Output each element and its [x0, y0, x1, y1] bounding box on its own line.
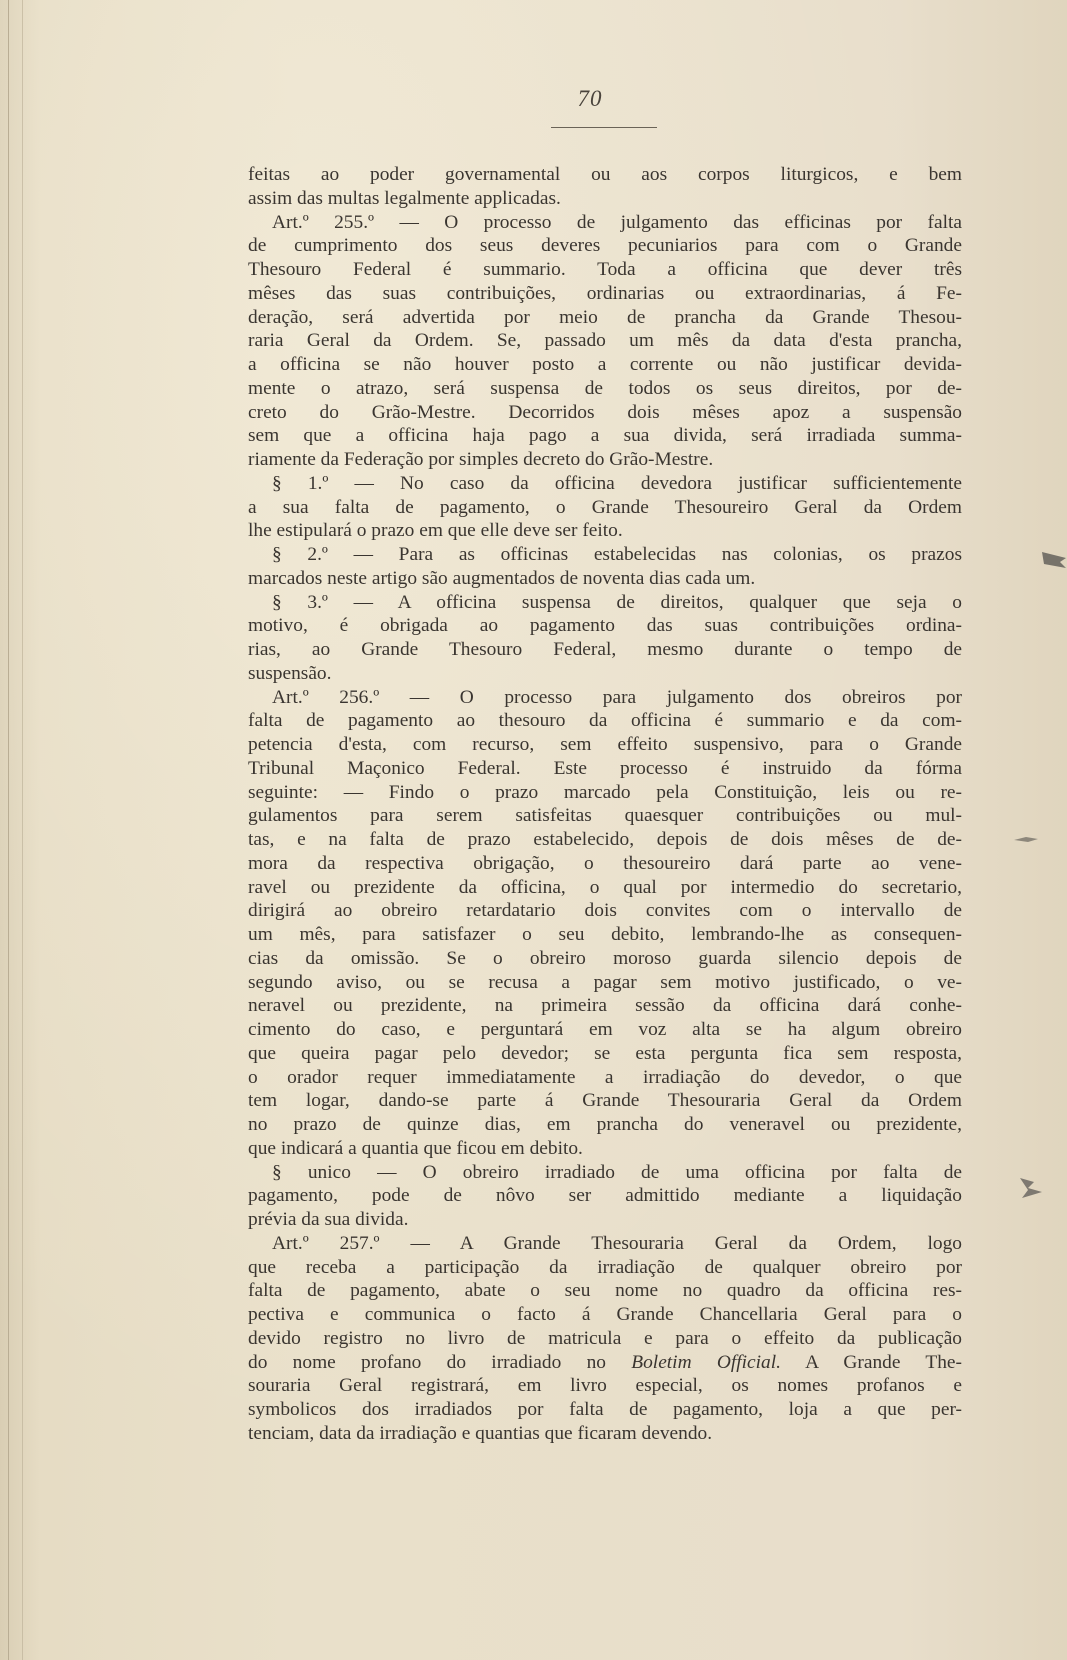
body-text [248, 163, 962, 1446]
text-line: prévia da sua divida. [248, 1209, 409, 1230]
text-line: cias da omissão. Se o obreiro moroso guarda silencio depois de [248, 947, 962, 969]
binding-edge-line [22, 0, 23, 1660]
text-line: segundo aviso, ou se recusa a pagar sem motivo justificado, o ve- [248, 971, 962, 993]
text-line: que receba a participação da irradiação de qualquer obreiro por [248, 1256, 962, 1278]
text-line: § 3.º — A officina suspensa de direitos, qualquer que seja o [272, 591, 962, 613]
text-line: que queira pagar pelo devedor; se esta pergunta fica sem resposta, [248, 1042, 962, 1064]
text-line: pectiva e communica o facto á Grande Chancellaria Geral para o [248, 1304, 962, 1325]
text-line: a officina se não houver posto a corrente ou não justificar devida- [248, 354, 962, 375]
text-line: petencia d'esta, com recurso, sem effeito suspensivo, para o Grande [248, 734, 962, 755]
text-line: o orador requer immediatamente a irradiação do devedor, o que [248, 1066, 962, 1088]
text-line: feitas ao poder governamental ou aos corpos liturgicos, e bem [248, 164, 962, 185]
text-line: cimento do caso, e perguntará em voz alta se ha algum obreiro [248, 1019, 962, 1040]
text-line: Tribunal Maçonico Federal. Este processo é instruido da fórma [248, 757, 962, 779]
text-line: tem logar, dando-se parte á Grande Thesouraria Geral da Ordem [248, 1090, 962, 1112]
text-line: assim das multas legalmente applicadas. [248, 187, 561, 209]
text-line: dirigirá ao obreiro retardatario dois convites com o intervallo de [248, 900, 962, 922]
text-line: symbolicos dos irradiados por falta de pagamento, loja a que per- [248, 1399, 962, 1420]
text-line: a sua falta de pagamento, o Grande Thesoureiro Geral da Ordem [248, 496, 962, 518]
text-line: lhe estipulará o prazo em que elle deve ser feito. [248, 520, 623, 542]
text-line: mente o atrazo, será suspensa de todos os seus direitos, por de- [248, 377, 962, 399]
text-line: Thesouro Federal é summario. Toda a officina que dever três [248, 259, 962, 280]
text-line: riamente da Federação por simples decreto do Grão-Mestre. [248, 449, 714, 470]
header-rule [551, 127, 657, 128]
text-line: § 1.º — No caso da officina devedora justificar sufficientemente [272, 472, 962, 494]
text-line: motivo, é obrigada ao pagamento das suas contribuições ordina- [248, 615, 962, 637]
text-line: marcados neste artigo são augmentados de noventa dias cada um. [248, 567, 756, 589]
text-line: que indicará a quantia que ficou em debito. [248, 1137, 583, 1159]
text-line: § 2.º — Para as officinas estabelecidas nas colonias, os prazos [272, 544, 962, 565]
text-line: souraria Geral registrará, em livro especial, os nomes profanos e [248, 1375, 962, 1397]
text-line: ravel ou prezidente da officina, o qual por intermedio do secretario, [248, 876, 962, 898]
margin-ink-mark [1016, 1176, 1044, 1200]
text-line: tenciam, data da irradiação e quantias que ficaram devendo. [248, 1422, 713, 1444]
text-line: Art.º 256.º — O processo para julgamento dos obreiros por [272, 686, 962, 708]
text-line: deração, será advertida por meio de prancha da Grande Thesou- [248, 306, 962, 328]
text-line: mêses das suas contribuições, ordinarias ou extraordinarias, á Fe- [248, 282, 962, 304]
text-line: rias, ao Grande Thesouro Federal, mesmo durante o tempo de [248, 639, 962, 660]
text-line: Art.º 255.º — O processo de julgamento das efficinas por falta [272, 211, 962, 233]
binding-edge-line [8, 0, 9, 1660]
text-line: raria Geral da Ordem. Se, passado um mês da data d'esta prancha, [248, 330, 962, 352]
text-line: seguinte: — Findo o prazo marcado pela Constituição, leis ou re- [248, 781, 962, 803]
margin-ink-mark [1040, 548, 1067, 572]
margin-ink-mark [1012, 828, 1040, 852]
text-line: falta de pagamento ao thesouro da officina é summario e da com- [248, 710, 962, 732]
text-line: creto do Grão-Mestre. Decorridos dois mêses apoz a suspensão [248, 401, 962, 423]
text-line: Art.º 257.º — A Grande Thesouraria Geral da Ordem, logo [272, 1232, 962, 1254]
text-line: mora da respectiva obrigação, o thesoureiro dará parte ao vene- [248, 852, 962, 874]
text-line: gulamentos para serem satisfeitas quaesquer contribuições ou mul- [248, 805, 962, 827]
text-line: no prazo de quinze dias, em prancha do veneravel ou prezidente, [248, 1114, 962, 1135]
text-line: pagamento, pode de nôvo ser admittido mediante a liquidação [248, 1185, 962, 1207]
publication-title: Boletim Official. [631, 1351, 781, 1373]
text-line: sem que a officina haja pago a sua divida, será irradiada summa- [248, 425, 962, 447]
text-line: tas, e na falta de prazo estabelecido, depois de dois mêses de de- [248, 829, 962, 850]
text-line: devido registro no livro de matricula e para o effeito da publicação [248, 1327, 962, 1349]
text-line: § unico — O obreiro irradiado de uma officina por falta de [272, 1161, 962, 1183]
text-line: um mês, para satisfazer o seu debito, lembrando-lhe as consequen- [248, 924, 962, 945]
page-number: 70 [577, 86, 603, 111]
text-line: suspensão. [248, 662, 332, 684]
text-line: do nome profano do irradiado no Boletim Official. A Grande The- [248, 1351, 962, 1373]
text-line: neravel ou prezidente, na primeira sessão da officina dará conhe- [248, 995, 962, 1017]
text-line: de cumprimento dos seus deveres pecuniarios para com o Grande [248, 235, 962, 257]
text-line: falta de pagamento, abate o seu nome no quadro da officina res- [248, 1280, 962, 1302]
